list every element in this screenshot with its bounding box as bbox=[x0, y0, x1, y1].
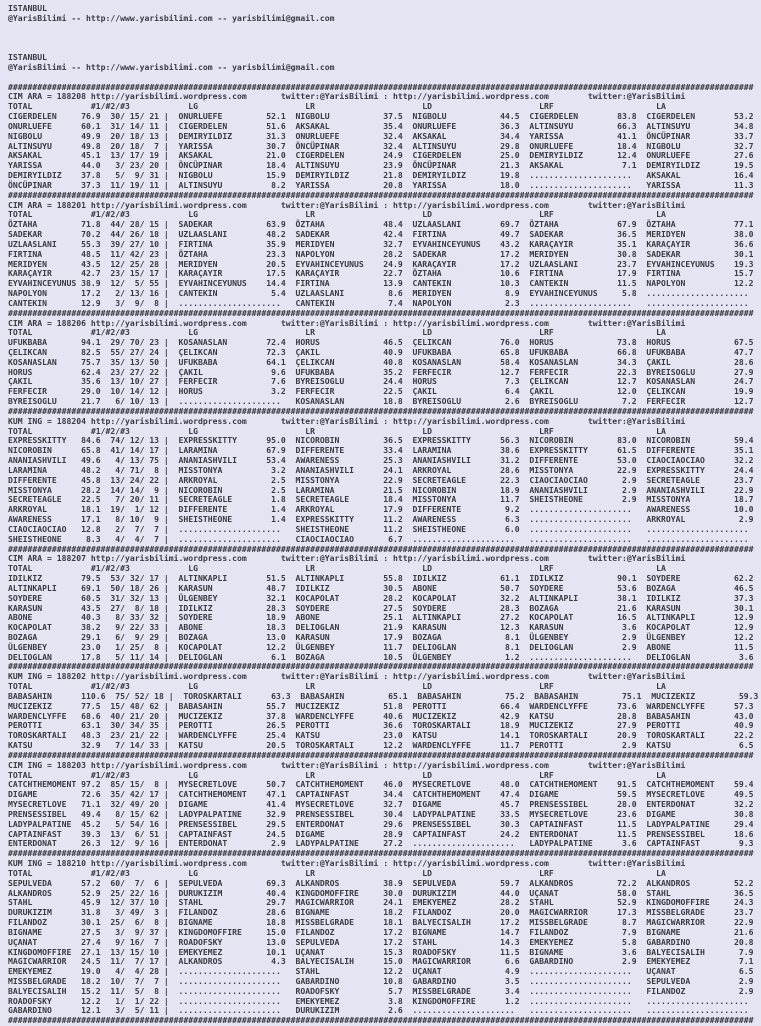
stat-row: ALTINKAPLI 69.1 50/ 18/ 26 | KARASUN 48.7 IDILKIZ 30.5 ABONE 50.7 SOYDERE 53.6 BOZAGA 46.5 bbox=[8, 582, 754, 593]
stat-row: ÇAKIL 35.6 13/ 10/ 27 | FERFECIR 7.6 BYREISOGLU 24.4 HORUS 7.3 ÇELIKCAN 12.7 KOSANASLAN 24.7 bbox=[8, 376, 754, 387]
block-title: CIM ARA = 188206 http://yarisbilimi.wordpress.com twitter:@YarisBilimi : http://yarisbilimi.wordpress.com twitter:@YarisBilimi bbox=[8, 317, 686, 328]
separator-line: ######################################################################################################################################################### bbox=[8, 307, 754, 318]
stat-row: HORUS 62.4 23/ 27/ 22 | ÇAKIL 9.6 UFUKBABA 35.2 FERFECIR 12.7 FERFECIR 22.3 BYREISOGLU 27.9 bbox=[8, 366, 754, 377]
stat-row: ABONE 40.3 8/ 33/ 32 | SOYDERE 18.9 ABONE 25.1 ALTINKAPLI 27.2 KOCAPOLAT 16.5 ALTINKAPLI 12.9 bbox=[8, 612, 754, 623]
column-header: TOTAL #1/#2/#3 LG LR LD LRF LA bbox=[8, 425, 666, 436]
stat-row: NIGBOLU 49.9 20/ 18/ 13 | DEMIRYILDIZ 31.3 ONURLUEFE 32.4 AKSAKAL 34.4 YARISSA 41.1 ÖNCÜPINAR 33.7 bbox=[8, 130, 754, 141]
stat-blocks bbox=[8, 83, 761, 1026]
stat-row: ONURLUEFE 60.1 31/ 14/ 11 | CIGERDELEN 51.6 AKSAKAL 35.4 ONURLUEFE 36.3 ALTINSUYU 66.3 ALTINSUYU 34.8 bbox=[8, 120, 754, 131]
site-city-repeat: ISTANBUL bbox=[8, 52, 47, 63]
stat-row: SHEISTHEONE 8.3 4/ 4/ 7 | ..................... CIAOCIAOCIAO 6.7 ..................... ..................... ..................... bbox=[8, 533, 754, 544]
stat-row: NICOROBIN 65.8 41/ 14/ 17 | LARAMINA 67.9 DIFFERENTE 33.4 LARAMINA 38.6 EXPRESSKITTY 61.5 DIFFERENTE 35.1 bbox=[8, 445, 754, 456]
stat-row: TOROSKARTALI 48.3 23/ 21/ 22 | WARDENCLYFFE 25.4 KATSU 23.0 KATSU 14.1 TOROSKARTALI 20.9 TOROSKARTALI 22.2 bbox=[8, 730, 754, 741]
stat-row: EXPRESSKITTY 84.6 74/ 12/ 13 | EXPRESSKITTY 95.0 NICOROBIN 36.5 EXPRESSKITTY 56.3 NICOROBIN 83.0 NICOROBIN 59.4 bbox=[8, 435, 754, 446]
stat-row: SADEKAR 70.2 44/ 26/ 18 | UZLAASLANI 48.2 SADEKAR 42.4 FIRTINA 49.7 SADEKAR 36.5 MERIDYEN 38.0 bbox=[8, 229, 754, 240]
block-title: CIM ARA = 188207 http://yarisbilimi.wordpress.com twitter:@YarisBilimi : http://yarisbilimi.wordpress.com twitter:@YarisBilimi bbox=[8, 553, 686, 564]
stat-row: BABASAHIN 110.6 75/ 52/ 18 | TOROSKARTALI 63.3 BABASAHIN 65.1 BABASAHIN 75.2 BABASAHIN 75.1 MUCIZEKIZ 59.3 bbox=[8, 690, 759, 701]
stat-row: EMEKYEMEZ 19.0 4/ 4/ 28 | ..................... STAHL 12.2 UÇANAT 4.9 ..................... UÇANAT 6.5 bbox=[8, 966, 754, 977]
block-title: CIM ARA = 188208 http://yarisbilimi.wordpress.com twitter:@YarisBilimi : http://yarisbilimi.wordpress.com twitter:@YarisBilimi bbox=[8, 91, 686, 102]
stat-row: DIGAME 72.6 35/ 42/ 17 | CATCHTHEMOMENT 47.1 CAPTAINFAST 34.4 CATCHTHEMOMENT 47.4 DIGAME 59.5 MYSECRETLOVE 49.5 bbox=[8, 789, 754, 800]
stat-row: DURUKIZIM 31.8 3/ 49/ 3 | FILANDOZ 28.6 BIGNAME 18.2 FILANDOZ 20.0 MAGICWARRIOR 17.3 MISSBELGRADE 23.7 bbox=[8, 907, 754, 918]
stat-row: ANANIASHVILI 49.6 4/ 13/ 75 | ANANIASHVILI 53.4 AWARENESS 25.3 ANANIASHVILI 31.2 DIFFERENTE 53.0 CIAOCIAOCIAO 32.2 bbox=[8, 455, 754, 466]
separator-line: ######################################################################################################################################################### bbox=[8, 405, 754, 416]
stat-row: WARDENCLYFFE 68.6 40/ 21/ 20 | MUCIZEKIZ 37.8 WARDENCLYFFE 40.6 MUCIZEKIZ 42.9 KATSU 28.8 BABASAHIN 43.0 bbox=[8, 710, 754, 721]
site-city: ISTANBUL bbox=[8, 3, 47, 13]
stat-row: UZLAASLANI 55.3 39/ 27/ 10 | FIRTINA 35.9 MERIDYEN 32.7 EYVAHINCEYUNUS 43.2 KARAÇAYIR 35.1 KARAÇAYIR 36.6 bbox=[8, 238, 754, 249]
stat-row: AWARENESS 17.1 8/ 10/ 9 | SHEISTHEONE 1.4 EXPRESSKITTY 11.2 AWARENESS 6.3 ..................... ARKROYAL 2.9 bbox=[8, 514, 754, 525]
block-title: KUM ING = 188204 http://yarisbilimi.wordpress.com twitter:@YarisBilimi : http://yarisbilimi.wordpress.com twitter:@YarisBilimi bbox=[8, 415, 686, 426]
stat-row: PEROTTI 63.1 30/ 34/ 35 | PEROTTI 26.5 PEROTTI 36.6 TOROSKARTALI 18.9 MUCIZEKIZ 27.9 PEROTTI 40.9 bbox=[8, 720, 754, 731]
stat-row: LADYPALPATINE 45.2 5/ 54/ 16 | PRENSESSIBEL 29.5 ENTERDONAT 29.6 PRENSESSIBEL 30.3 CAPTAINFAST 11.5 LADYPALPATINE 29.4 bbox=[8, 818, 754, 829]
stat-row: LARAMINA 48.2 4/ 71/ 8 | MISSTONYA 3.2 ANANIASHVILI 24.1 ARKROYAL 28.6 MISSTONYA 22.9 EXPRESSKITTY 24.4 bbox=[8, 464, 754, 475]
separator-line: ######################################################################################################################################################### bbox=[8, 81, 754, 92]
stat-row: ROADOFSKY 12.2 1/ 1/ 22 | ..................... EMEKYEMEZ 3.8 KINGDOMOFFIRE 1.2 ..................... ..................... bbox=[8, 995, 754, 1006]
column-header: TOTAL #1/#2/#3 LG LR LD LRF LA bbox=[8, 563, 666, 574]
stat-row: NAPOLYON 17.2 2/ 13/ 16 | CANTEKIN 5.4 UZLAASLANI 8.6 MERIDYEN 8.9 EYVAHINCEYUNUS 5.8 ..................... bbox=[8, 288, 754, 299]
block-title: KUM ING = 188210 http://yarisbilimi.wordpress.com twitter:@YarisBilimi : http://yarisbilimi.wordpress.com twitter:@YarisBilimi bbox=[8, 858, 686, 869]
stat-row: KINGDOMOFFIRE 27.1 13/ 15/ 10 | EMEKYEMEZ 10.1 UÇANAT 15.3 ROADOFSKY 11.5 BIGNAME 3.6 BALYECISALIH 7.9 bbox=[8, 946, 754, 957]
stat-row: CANTEKIN 12.9 3/ 9/ 8 | ..................... CANTEKIN 7.4 NAPOLYON 2.3 ..................... ..................... bbox=[8, 297, 754, 308]
block-title: CIM ARA = 188201 http://yarisbilimi.wordpress.com twitter:@YarisBilimi : http://yarisbilimi.wordpress.com twitter:@YarisBilimi bbox=[8, 199, 686, 210]
stat-row: SECRETEAGLE 22.5 7/ 20/ 11 | SECRETEAGLE 1.8 SECRETEAGLE 18.4 MISSTONYA 11.7 SHEISTHEONE 2.9 MISSTONYA 18.7 bbox=[8, 494, 754, 505]
stat-row: MISSBELGRADE 18.2 10/ 7/ 7 | ..................... GABARDINO 10.8 GABARDINO 3.5 ..................... SEPULVEDA 2.9 bbox=[8, 975, 754, 986]
stat-row: FERFECIR 29.0 10/ 14/ 12 | HORUS 3.2 FERFECIR 22.5 ÇAKIL 6.4 ÇAKIL 12.0 ÇELIKCAN 19.9 bbox=[8, 386, 754, 397]
stat-row: IDILKIZ 79.5 53/ 32/ 17 | ALTINKAPLI 51.5 ALTINKAPLI 55.8 IDILKIZ 61.1 IDILKIZ 90.1 SOYDERE 62.2 bbox=[8, 573, 754, 584]
stat-row: FILANDOZ 30.1 25/ 6/ 8 | BIGNAME 18.8 MISSBELGRADE 18.1 BALYECISALIH 17.2 MISSBELGRADE 8.7 MAGICWARRIOR 22.9 bbox=[8, 917, 754, 928]
blank-line bbox=[8, 24, 761, 34]
separator-line: ######################################################################################################################################################### bbox=[8, 543, 754, 554]
stat-row: ALKANDROS 52.9 25/ 22/ 16 | DURUKIZIM 40.4 KINGDOMOFFIRE 30.0 DURUKIZIM 44.0 UÇANAT 58.0 STAHL 36.5 bbox=[8, 887, 754, 898]
stat-row: MISSTONYA 28.2 14/ 14/ 9 | NICOROBIN 2.5 LARAMINA 21.5 NICOROBIN 18.9 ANANIASHVILI 2.9 ANANIASHVILI 22.9 bbox=[8, 484, 754, 495]
stat-row: ÖZTAHA 71.8 44/ 28/ 15 | SADEKAR 63.9 ÖZTAHA 48.4 UZLAASLANI 69.7 ÖZTAHA 67.9 ÖZTAHA 77.1 bbox=[8, 219, 754, 230]
stat-row: SEPULVEDA 57.2 60/ 7/ 6 | SEPULVEDA 69.3 ALKANDROS 38.9 SEPULVEDA 59.7 ALKANDROS 72.2 ALKANDROS 52.2 bbox=[8, 877, 754, 888]
stat-row: UFUKBABA 94.1 29/ 70/ 23 | KOSANASLAN 72.4 HORUS 46.5 ÇELIKCAN 76.0 HORUS 73.8 HORUS 67.5 bbox=[8, 337, 754, 348]
stat-row: PRENSESSIBEL 49.4 8/ 15/ 62 | LADYPALPATINE 32.9 PRENSESSIBEL 30.4 LADYPALPATINE 33.5 MYSECRETLOVE 23.6 DIGAME 30.8 bbox=[8, 808, 754, 819]
stat-row: ÜLGENBEY 23.0 1/ 25/ 8 | KOCAPOLAT 12.2 ÜLGENBEY 11.7 DELIOGLAN 8.1 DELIOGLAN 2.9 ABONE 11.5 bbox=[8, 641, 754, 652]
separator-line: ######################################################################################################################################################### bbox=[8, 189, 754, 200]
site-contact-repeat: @YarisBilimi -- http://www.yarisbilimi.com -- yarisbilimi@gmail.com bbox=[8, 61, 335, 72]
stat-row: CATCHTHEMOMENT 97.2 85/ 15/ 8 | MYSECRETLOVE 50.7 CATCHTHEMOMENT 46.0 MYSECRETLOVE 48.0 CATCHTHEMOMENT 91.5 CATCHTHEMOMENT 59.4 bbox=[8, 779, 754, 790]
stat-row: AKSAKAL 45.1 13/ 17/ 19 | AKSAKAL 21.0 CIGERDELEN 24.9 CIGERDELEN 25.0 DEMIRYILDIZ 12.4 ONURLUEFE 27.6 bbox=[8, 150, 754, 161]
separator-line: ######################################################################################################################################################### bbox=[8, 1015, 754, 1026]
stat-row: DELIOGLAN 17.8 5/ 11/ 14 | DELIOGLAN 6.1 BOZAGA 10.5 ÜLGENBEY 1.2 ..................... DELIOGLAN 3.6 bbox=[8, 651, 754, 662]
stat-row: BALYECISALIH 15.2 11/ 5/ 8 | ..................... ROADOFSKY 5.7 MISSBELGRADE 3.4 ..................... FILANDOZ 2.9 bbox=[8, 985, 754, 996]
stat-row: KOSANASLAN 75.7 35/ 13/ 50 | UFUKBABA 64.1 ÇELIKCAN 40.8 KOSANASLAN 58.4 KOSANASLAN 34.3 ÇAKIL 28.6 bbox=[8, 356, 754, 367]
blank-line bbox=[8, 33, 761, 43]
stat-row: KARAÇAYIR 42.7 23/ 15/ 17 | KARAÇAYIR 17.5 KARAÇAYIR 22.7 ÖZTAHA 10.6 FIRTINA 17.9 FIRTINA 15.7 bbox=[8, 268, 754, 279]
column-header: TOTAL #1/#2/#3 LG LR LD LRF LA bbox=[8, 867, 666, 878]
column-header: TOTAL #1/#2/#3 LG LR LD LRF LA bbox=[8, 769, 666, 780]
stat-row: KARASUN 43.5 27/ 8/ 18 | IDILKIZ 28.3 SOYDERE 27.5 SOYDERE 28.3 BOZAGA 21.6 KARASUN 30.1 bbox=[8, 602, 754, 613]
column-header: TOTAL #1/#2/#3 LG LR LD LRF LA bbox=[8, 327, 666, 338]
stat-row: ÖNCÜPINAR 37.3 11/ 19/ 11 | ALTINSUYU 8.2 YARISSA 20.8 YARISSA 18.0 ..................... YARISSA 11.3 bbox=[8, 179, 754, 190]
stat-row: SOYDERE 60.5 31/ 32/ 13 | ÜLGENBEY 32.1 KOCAPOLAT 28.2 KOCAPOLAT 32.2 ALTINKAPLI 38.1 IDILKIZ 37.3 bbox=[8, 592, 754, 603]
stat-row: ENTERDONAT 26.3 12/ 9/ 16 | ENTERDONAT 2.9 LADYPALPATINE 27.2 ..................... LADYPALPATINE 3.6 CAPTAINFAST 9.3 bbox=[8, 838, 754, 849]
separator-line: ######################################################################################################################################################### bbox=[8, 661, 754, 672]
block-title: CIM ING = 188203 http://yarisbilimi.wordpress.com twitter:@YarisBilimi : http://yarisbilimi.wordpress.com twitter:@YarisBilimi bbox=[8, 759, 686, 770]
column-header: TOTAL #1/#2/#3 LG LR LD LRF LA bbox=[8, 101, 666, 112]
stat-row: EYVAHINCEYUNUS 38.9 12/ 5/ 55 | EYVAHINCEYUNUS 14.4 FIRTINA 13.9 CANTEKIN 10.3 CANTEKIN 11.5 NAPOLYON 12.2 bbox=[8, 278, 754, 289]
stat-row: BYREISOGLU 21.7 6/ 10/ 13 | ..................... KOSANASLAN 18.8 BYREISOGLU 2.6 BYREISOGLU 7.2 FERFECIR 12.7 bbox=[8, 396, 754, 407]
stat-row: ARKROYAL 18.1 19/ 1/ 12 | DIFFERENTE 1.4 ARKROYAL 17.9 DIFFERENTE 9.2 ..................... AWARENESS 10.0 bbox=[8, 504, 754, 515]
stat-row: STAHL 45.9 12/ 37/ 10 | STAHL 29.7 MAGICWARRIOR 24.1 EMEKYEMEZ 28.2 STAHL 52.9 KINGDOMOFFIRE 24.3 bbox=[8, 897, 754, 908]
stat-row: KATSU 32.9 7/ 14/ 33 | KATSU 20.5 TOROSKARTALI 12.2 WARDENCLYFFE 11.7 PEROTTI 2.9 KATSU 6.5 bbox=[8, 740, 754, 751]
stat-row: CAPTAINFAST 39.3 13/ 6/ 51 | CAPTAINFAST 24.5 DIGAME 28.9 CAPTAINFAST 24.2 ENTERDONAT 11.5 PRENSESSIBEL 18.6 bbox=[8, 828, 754, 839]
site-contact: @YarisBilimi -- http://www.yarisbilimi.com -- yarisbilimi@gmail.com bbox=[8, 12, 335, 23]
stat-row: UÇANAT 27.4 9/ 16/ 7 | ROADOFSKY 13.0 SEPULVEDA 17.2 STAHL 14.3 EMEKYEMEZ 5.8 GABARDINO 20.8 bbox=[8, 936, 754, 947]
stat-row: DEMIRYILDIZ 37.8 5/ 9/ 31 | NIGBOLU 15.9 DEMIRYILDIZ 21.8 DEMIRYILDIZ 19.8 ..................... AKSAKAL 16.4 bbox=[8, 170, 754, 181]
column-header: TOTAL #1/#2/#3 LG LR LD LRF LA bbox=[8, 681, 666, 692]
stat-row: CIAOCIAOCIAO 12.8 2/ 7/ 7 | ..................... SHEISTHEONE 11.2 SHEISTHEONE 6.0 ..................... ..................... bbox=[8, 523, 754, 534]
stat-row: MAGICWARRIOR 24.5 11/ 7/ 17 | ALKANDROS 4.3 BALYECISALIH 15.0 MAGICWARRIOR 6.6 GABARDINO 2.9 EMEKYEMEZ 7.1 bbox=[8, 956, 754, 967]
stat-row: KOCAPOLAT 38.2 9/ 22/ 33 | ABONE 18.3 DELIOGLAN 21.9 KARASUN 12.3 KARASUN 3.6 KOCAPOLAT 12.9 bbox=[8, 622, 754, 633]
block-title: KUM ING = 188202 http://yarisbilimi.wordpress.com twitter:@YarisBilimi : http://yarisbilimi.wordpress.com twitter:@YarisBilimi bbox=[8, 671, 686, 682]
stat-row: GABARDINO 12.1 3/ 5/ 11 | ..................... DURUKIZIM 2.6 ..................... ..................... ..................... bbox=[8, 1005, 754, 1016]
stat-row: DIFFERENTE 45.8 13/ 24/ 22 | ARKROYAL 2.5 MISSTONYA 22.9 SECRETEAGLE 22.3 CIAOCIAOCIAO 2.9 SECRETEAGLE 23.7 bbox=[8, 474, 754, 485]
stat-row: ÇELIKCAN 82.5 55/ 27/ 24 | ÇELIKCAN 72.3 ÇAKIL 40.9 UFUKBABA 65.8 UFUKBABA 66.8 UFUKBABA 47.7 bbox=[8, 346, 754, 357]
stat-row: YARISSA 44.0 3/ 23/ 20 | ÖNCÜPINAR 18.4 ALTINSUYU 23.9 ÖNCÜPINAR 21.3 AKSAKAL 7.1 DEMIRYILDIZ 19.5 bbox=[8, 160, 754, 171]
stat-row: CIGERDELEN 76.9 30/ 15/ 21 | ONURLUEFE 52.1 NIGBOLU 37.5 NIGBOLU 44.5 CIGERDELEN 83.8 CIGERDELEN 53.2 bbox=[8, 111, 754, 122]
blank-line bbox=[8, 43, 761, 53]
stat-row: ALTINSUYU 49.8 20/ 18/ 7 | YARISSA 30.7 ÖNCÜPINAR 32.4 ALTINSUYU 29.8 ONURLUEFE 18.4 NIGBOLU 32.7 bbox=[8, 140, 754, 151]
stat-row: MUCIZEKIZ 77.5 15/ 48/ 62 | BABASAHIN 55.7 MUCIZEKIZ 51.8 PEROTTI 66.4 WARDENCLYFFE 73.6 WARDENCLYFFE 57.3 bbox=[8, 700, 754, 711]
stat-row: BOZAGA 29.1 6/ 9/ 29 | BOZAGA 13.0 KARASUN 17.9 BOZAGA 8.1 ÜLGENBEY 2.9 ÜLGENBEY 12.2 bbox=[8, 632, 754, 642]
separator-line: ######################################################################################################################################################### bbox=[8, 749, 754, 760]
separator-line: ######################################################################################################################################################### bbox=[8, 848, 754, 859]
column-header: TOTAL #1/#2/#3 LG LR LD LRF LA bbox=[8, 209, 666, 220]
stat-row: BIGNAME 27.5 3/ 9/ 37 | KINGDOMOFFIRE 15.0 FILANDOZ 17.2 BIGNAME 14.7 FILANDOZ 7.9 BIGNAME 21.6 bbox=[8, 926, 754, 937]
stat-row: MERIDYEN 43.5 12/ 25/ 28 | MERIDYEN 20.5 EYVAHINCEYUNUS 24.9 KARAÇAYIR 17.2 UZLAASLANI 23.7 EYVAHINCEYUNUS 19.3 bbox=[8, 258, 754, 269]
stat-row: FIRTINA 48.5 11/ 42/ 23 | ÖZTAHA 23.3 NAPOLYON 28.2 SADEKAR 17.2 MERIDYEN 30.8 SADEKAR 30.1 bbox=[8, 248, 754, 259]
stat-row: MYSECRETLOVE 71.1 32/ 49/ 20 | DIGAME 41.4 MYSECRETLOVE 32.7 DIGAME 45.7 PRENSESSIBEL 28.0 ENTERDONAT 32.2 bbox=[8, 799, 754, 810]
